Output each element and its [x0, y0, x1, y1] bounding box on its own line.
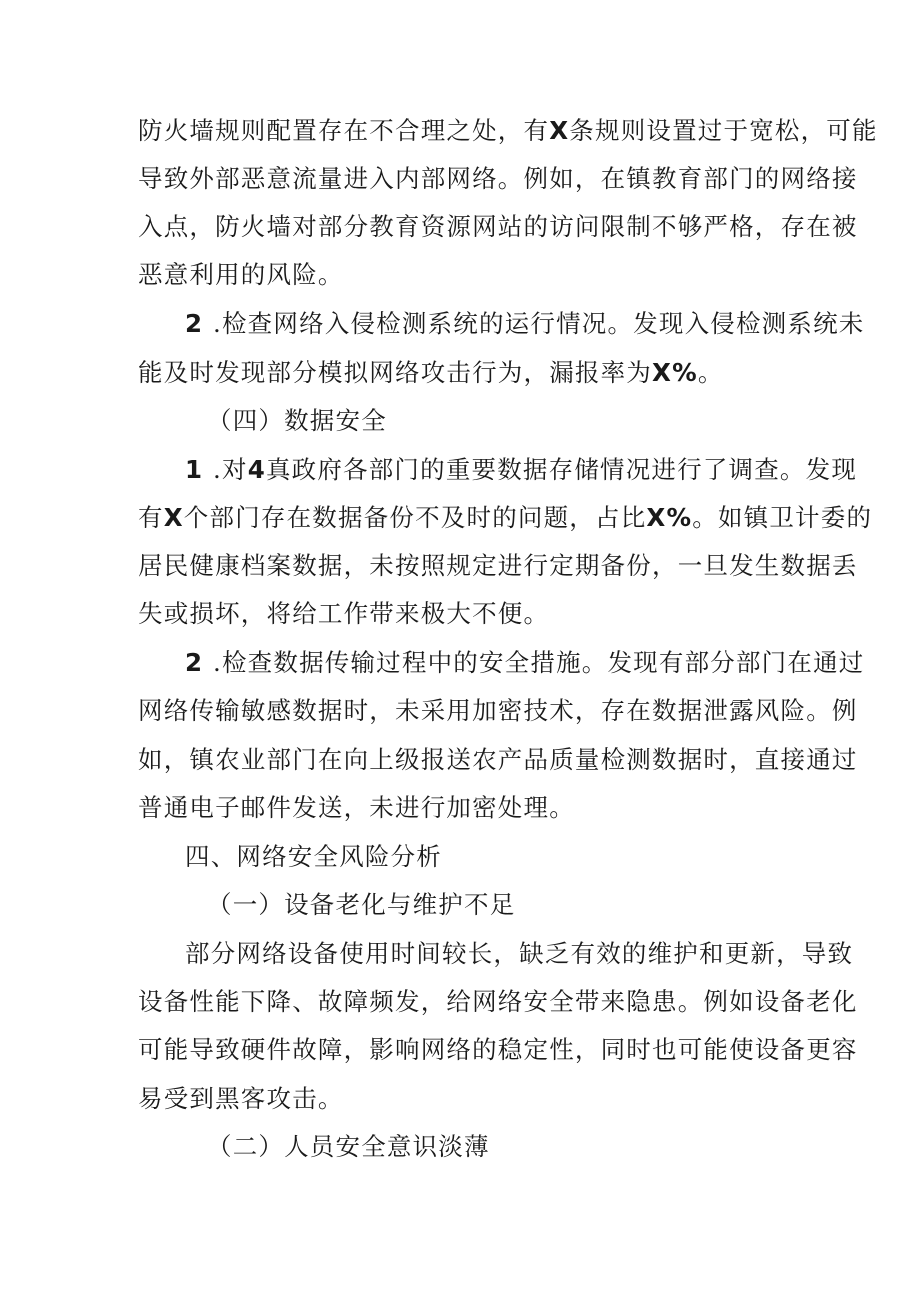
text-run: 有	[138, 503, 164, 532]
paragraph-line: 入点，防火墙对部分教育资源网站的访问限制不够严格，存在被	[138, 212, 858, 241]
text-run: 防火墙规则配置存在不合理之处，有	[138, 116, 550, 145]
text-run: 。	[697, 358, 724, 387]
text-run: 条规则设置过于宽松，可能	[569, 116, 878, 145]
paragraph-line	[185, 453, 858, 487]
text-run: .检查数据传输过程中的安全措施。发现有部分部门在通过	[212, 648, 865, 677]
paragraph-line: 部分网络设备使用时间较长，缺乏有效的维护和更新，导致	[185, 939, 854, 968]
paragraph-line: 易受到黑客攻击。	[138, 1084, 344, 1113]
paragraph-line: 失或损坏，将给工作带来极大不便。	[138, 599, 550, 628]
item-number: 2	[185, 648, 204, 677]
text-run: 。如镇卫计委的	[692, 503, 873, 532]
item-number: 2	[185, 309, 204, 338]
paragraph-line: 普通电子邮件发送，未进行加密处理。	[138, 793, 575, 822]
paragraph-line: 导致外部恶意流量进入内部网络。例如，在镇教育部门的网络接	[138, 164, 858, 193]
paragraph-line	[138, 501, 873, 535]
paragraph-line: 如，镇农业部门在向上级报送农产品质量检测数据时，直接通过	[138, 745, 858, 774]
placeholder-x: X	[163, 503, 184, 532]
paragraph-line: 恶意利用的风险。	[138, 260, 344, 289]
section-heading: （一）设备老化与维护不足	[207, 890, 516, 919]
section-heading: （四）数据安全	[207, 406, 387, 435]
text-run: .检查网络入侵检测系统的运行情况。发现入侵检测系统未	[212, 309, 865, 338]
paragraph-line	[138, 114, 878, 148]
paragraph-line	[185, 307, 865, 341]
item-number: 1	[185, 455, 204, 484]
text-run: 真政府各部门的重要数据存储情况进行了调查。发现	[265, 455, 858, 484]
placeholder-x-percent: X%	[652, 358, 698, 387]
text-run: .对	[212, 455, 248, 484]
text-run: 能及时发现部分模拟网络攻击行为，漏报率为	[138, 358, 652, 387]
paragraph-line: 网络传输敏感数据时，未采用加密技术，存在数据泄露风险。例	[138, 696, 858, 725]
paragraph-line: 设备性能下降、故障频发，给网络安全带来隐患。例如设备老化	[138, 987, 858, 1016]
digit-4: 4	[247, 455, 266, 484]
placeholder-x: X	[549, 116, 570, 145]
paragraph-line	[185, 646, 865, 680]
text-run: 个部门存在数据备份不及时的问题，占比	[183, 503, 647, 532]
section-heading: （二）人员安全意识淡薄	[207, 1132, 490, 1161]
paragraph-line: 居民健康档案数据，未按照规定进行定期备份，一旦发生数据丢	[138, 551, 858, 580]
placeholder-x-percent: X%	[646, 503, 693, 532]
paragraph-line	[138, 356, 724, 390]
chapter-heading: 四、网络安全风险分析	[185, 842, 442, 871]
paragraph-line: 可能导致硬件故障，影响网络的稳定性，同时也可能使设备更容	[138, 1035, 858, 1064]
